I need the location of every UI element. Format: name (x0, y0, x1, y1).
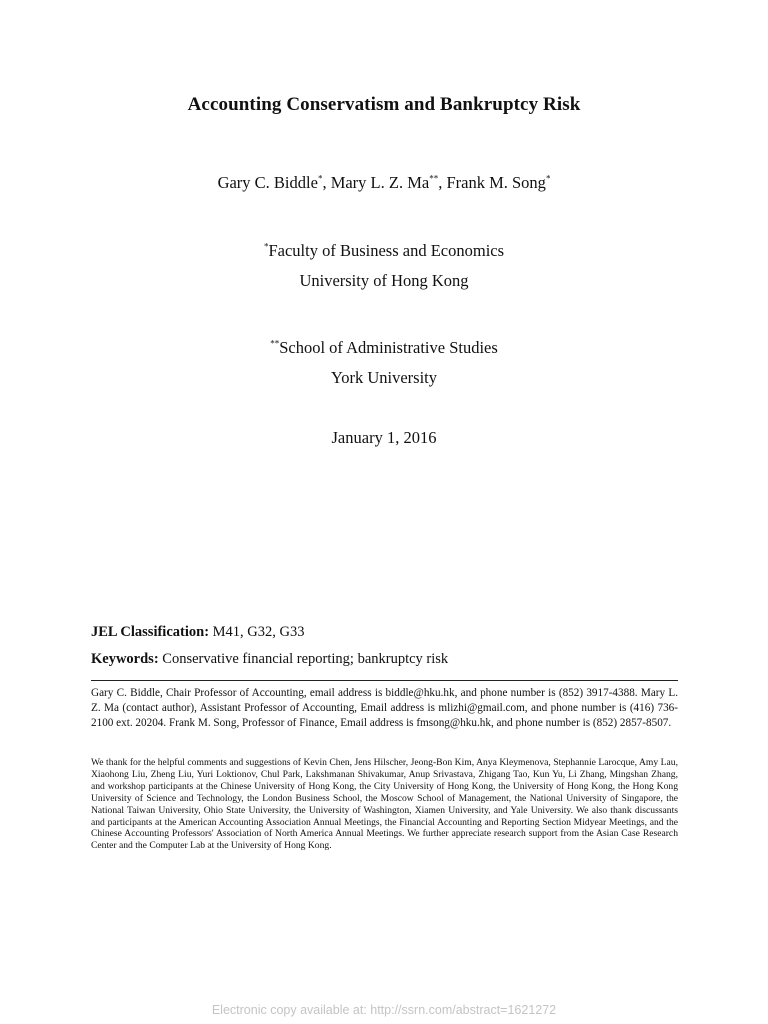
affiliation-institution: York University (330, 368, 438, 387)
affiliation-institution: University of Hong Kong (299, 271, 469, 290)
affiliation-department: School of Administrative Studies (279, 338, 498, 357)
affiliation-block (0, 333, 768, 393)
affiliation-line (0, 333, 768, 363)
keywords-text: Conservative financial reporting; bankruptcy risk (158, 651, 449, 667)
ssrn-footer: Electronic copy available at: http://ssrn.com/abstract=1621272 (211, 1003, 557, 1017)
jel-codes: M41, G32, G33 (209, 624, 305, 640)
author-name: Frank M. Song (446, 173, 546, 192)
affiliation-department: Faculty of Business and Economics (268, 241, 505, 260)
author-name: Gary C. Biddle (217, 173, 318, 192)
author-separator: , (322, 173, 331, 192)
footnote-contact: Gary C. Biddle, Chair Professor of Accounting, email address is biddle@hku.hk, and phone number is (852) 3917-4388. Mary L. Z. Ma (contact author), Assistant Professor of Accounting, Email address is mlizhi@gmail.com, and phone number is (416) 736-2100 ext. 20204. Frank M. Song, Professor of Finance, Email address is fmsong@hku.hk, and phone number is (852) 2857-8507. (91, 687, 678, 729)
affiliation-block (0, 236, 768, 296)
keywords-label: Keywords: (91, 651, 159, 667)
footnote-divider (91, 680, 678, 681)
author-list (0, 173, 768, 193)
author-affiliation-mark: ** (429, 173, 439, 184)
author-separator: , (438, 173, 447, 192)
author-affiliation-mark: * (545, 173, 551, 184)
paper-date: January 1, 2016 (331, 428, 437, 447)
affiliation-mark: ** (270, 338, 280, 349)
jel-label: JEL Classification: (91, 624, 210, 640)
jel-classification (91, 624, 305, 641)
affiliation-mark: * (263, 241, 269, 252)
paper-title: Accounting Conservatism and Bankruptcy Risk (187, 94, 581, 115)
affiliation-line (0, 236, 768, 266)
footnote-acknowledgements: We thank for the helpful comments and suggestions of Kevin Chen, Jens Hilscher, Jeong-Bon Kim, Anya Kleymenova, Stephannie Larocque, Amy Lau, Xiaohong Liu, Zheng Liu, Yuri Loktionov, Chul Park, Lakshmanan Shivakumar, Anup Srivastava, Zhigang Tao, Kun Yu, Li Zhang, Mingshan Zhang, and workshop participants at the Chinese University of Hong Kong, the City University of Hong Kong, the University of Hong Kong, the Hong Kong University of Science and Technology, the London Business School, the Moscow School of Management, the National University of Singapore, the National Taiwan University, Ohio State University, the University of Washington, Xiamen University, and Yale University. We also thank discussants and participants at the American Accounting Association Annual Meetings, the Financial Accounting and Reporting Section Midyear Meetings, and the Chinese Accounting Professors' Association of North America Annual Meetings. We further appreciate research support from the Asian Case Research Center and the Computer Lab at the University of Hong Kong. (91, 757, 678, 852)
keywords (91, 651, 448, 668)
author-name: Mary L. Z. Ma (330, 173, 430, 192)
author-affiliation-mark: * (317, 173, 323, 184)
